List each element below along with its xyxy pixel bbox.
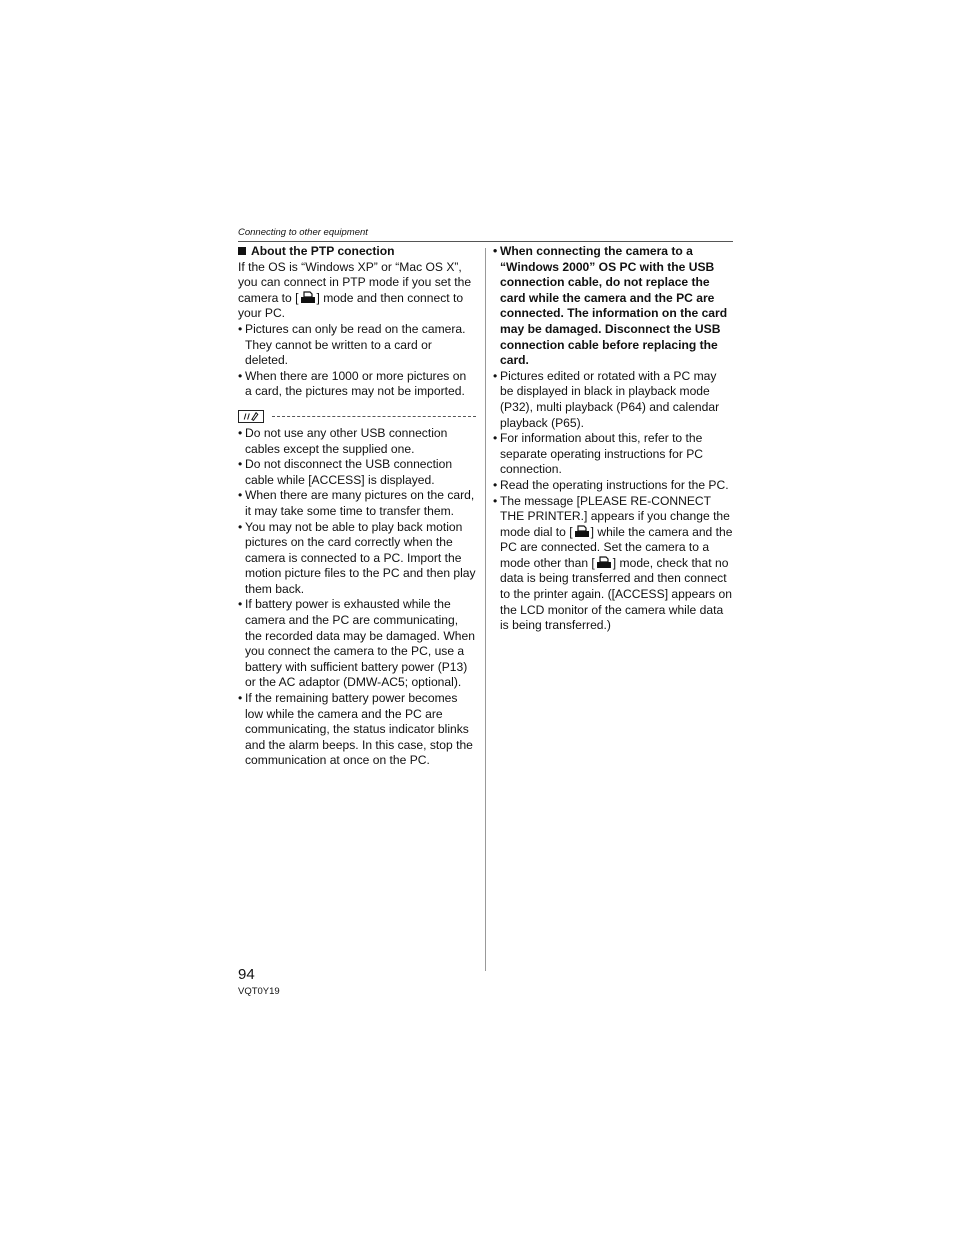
page-number: 94	[238, 966, 255, 983]
list-item: • Pictures can only be read on the camera. They cannot be written to a card or deleted.	[238, 322, 476, 369]
list-item: • For information about this, refer to the separate operating instructions for PC connection.	[493, 431, 733, 478]
section-label: Connecting to other equipment	[238, 227, 368, 238]
print-mode-icon	[596, 556, 612, 569]
list-item: • Read the operating instructions for the PC.	[493, 478, 733, 494]
column-divider	[485, 248, 486, 971]
list-item: • If battery power is exhausted while the camera and the PC are communicating, the recorded data may be damaged. When you connect the camera to the PC, use a battery with sufficient battery power (P13) or the AC adaptor (DMW-AC5; optional).	[238, 597, 476, 691]
ptp-heading	[238, 244, 476, 260]
document-code: VQT0Y19	[238, 986, 280, 997]
warning-item: • When connecting the camera to a “Windows 2000” OS PC with the USB connection cable, do not replace the card while the camera and the PC are connected. The information on the card may be damaged. Disconnect the USB connection cable before replacing the card.	[493, 244, 733, 369]
print-mode-icon	[574, 525, 590, 538]
list-item: • Do not use any other USB connection cables except the supplied one.	[238, 426, 476, 457]
print-mode-icon	[300, 291, 316, 304]
dashed-rule	[272, 416, 476, 417]
ptp-heading-text: About the PTP conection	[251, 244, 395, 258]
header-divider	[238, 241, 733, 242]
list-item: • When there are many pictures on the card, it may take some time to transfer them.	[238, 488, 476, 519]
left-column	[238, 244, 476, 769]
note-icon	[238, 410, 264, 423]
list-item: • If the remaining battery power becomes low while the camera and the PC are communicating, the status indicator blinks and the alarm beeps. In this case, stop the communication at once on the PC.	[238, 691, 476, 769]
note-separator	[238, 410, 476, 424]
list-item: • When there are 1000 or more pictures on a card, the pictures may not be imported.	[238, 369, 476, 400]
ptp-intro: If the OS is “Windows XP” or “Mac OS X”, you can connect in PTP mode if you set the camera to [ ] mode and then connect to your PC.	[238, 259, 472, 321]
reconnect-message-item: • The message [PLEASE RE-CONNECT THE PRINTER.] appears if you change the mode dial to [ ] while the camera and the PC are connected. Set the camera to a mode other than [ ] mode, check that no data is being transferred and then connect to the printer again. ([ACCESS] appears on the LCD monitor of the camera while data is being transferred.)	[493, 494, 733, 634]
square-bullet-icon	[238, 247, 246, 255]
list-item: • You may not be able to play back motion pictures on the card correctly when the camera is connected to a PC. Import the motion picture files to the PC and then play them back.	[238, 520, 476, 598]
list-item: • Do not disconnect the USB connection cable while [ACCESS] is displayed.	[238, 457, 476, 488]
list-item: • Pictures edited or rotated with a PC may be displayed in black in playback mode (P32), multi playback (P64) and calendar playback (P65).	[493, 369, 733, 431]
right-column	[493, 244, 733, 634]
